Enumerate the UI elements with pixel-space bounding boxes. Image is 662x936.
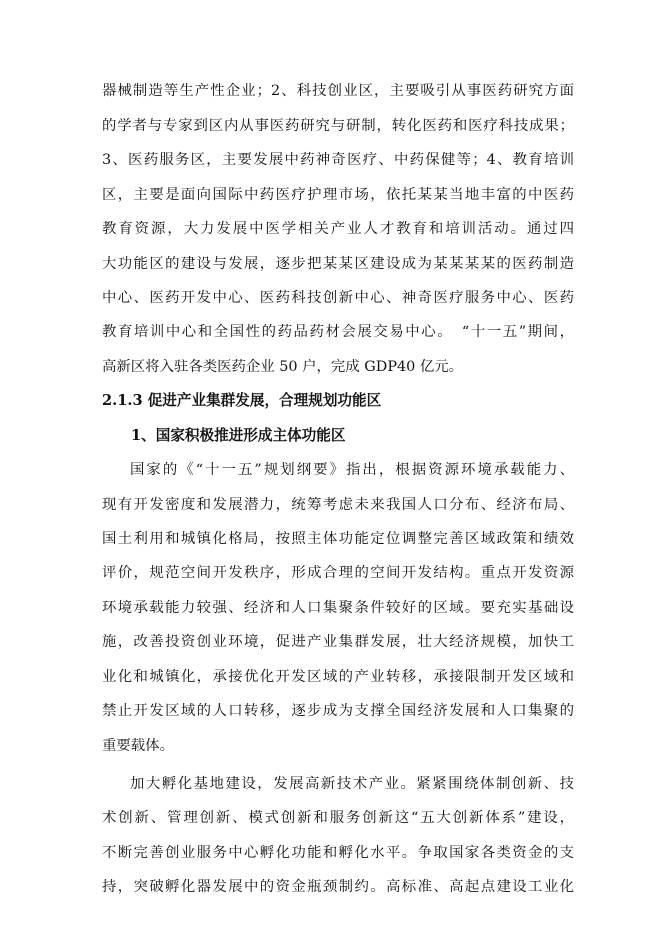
- paragraph2-line: 禁止开发区域的人口转移，逐步成为支撑全国经济发展和人口集聚的: [102, 703, 574, 719]
- paragraph2-line: 现有开发密度和发展潜力，统筹考虑未来我国人口分布、经济布局、: [102, 497, 574, 513]
- paragraph2-line: 国土利用和城镇化格局，按照主体功能定位调整完善区域政策和绩效: [102, 531, 574, 547]
- paragraph2-line: 评价，规范空间开发秩序，形成合理的空间开发结构。重点开发资源: [102, 565, 574, 581]
- paragraph2-line: 施，改善投资创业环境，促进产业集群发展，壮大经济规模，加快工: [102, 634, 574, 650]
- paragraph3-line: 加大孵化基地建设，发展高新技术产业。紧紧围绕体制创新、技: [130, 776, 574, 792]
- paragraph1-line: 3、医药服务区，主要发展中药神奇医疗、中药保健等；4、教育培训: [102, 152, 574, 168]
- paragraph2-line: 国家的《“十一五”规划纲要》指出，根据资源环境承载能力、: [130, 462, 574, 478]
- paragraph1-line: 教育培训中心和全国性的药品药材会展交易中心。 “十一五”期间，: [102, 324, 574, 340]
- section-heading: 2.1.3 促进产业集群发展，合理规划功能区: [102, 392, 382, 409]
- paragraph1-line: 中心、医药开发中心、医药科技创新中心、神奇医疗服务中心、医药: [102, 290, 574, 306]
- paragraph2-line: 业化和城镇化，承接优化开发区域的产业转移，承接限制开发区域和: [102, 669, 574, 685]
- paragraph1-line: 高新区将入驻各类医药企业 50 户，完成 GDP40 亿元。: [102, 359, 464, 375]
- paragraph3-line: 持，突破孵化器发展中的资金瓶颈制约。高标准、高起点建设工业化: [102, 879, 574, 895]
- paragraph1-line: 器械制造等生产性企业；2、科技创业区，主要吸引从事医药研究方面: [102, 83, 574, 99]
- paragraph1-line: 区，主要是面向国际中药医疗护理市场，依托某某当地丰富的中医药: [102, 187, 574, 203]
- subsection-heading: 1、国家积极推进形成主体功能区: [131, 427, 346, 444]
- paragraph2-line: 重要载体。: [102, 738, 174, 754]
- paragraph2-line: 环境承载能力较强、经济和人口集聚条件较好的区域。要充实基础设: [102, 600, 574, 616]
- paragraph1-line: 大功能区的建设与发展，逐步把某某区建设成为某某某某的医药制造: [102, 256, 574, 272]
- paragraph1-line: 的学者与专家到区内从事医药研究与研制，转化医药和医疗科技成果；: [102, 118, 574, 134]
- paragraph1-line: 教育资源，大力发展中医学相关产业人才教育和培训活动。通过四: [102, 221, 574, 237]
- paragraph3-line: 术创新、管理创新、模式创新和服务创新这“五大创新体系”建设，: [102, 810, 574, 826]
- paragraph3-line: 不断完善创业服务中心孵化功能和孵化水平。争取国家各类资金的支: [102, 845, 574, 861]
